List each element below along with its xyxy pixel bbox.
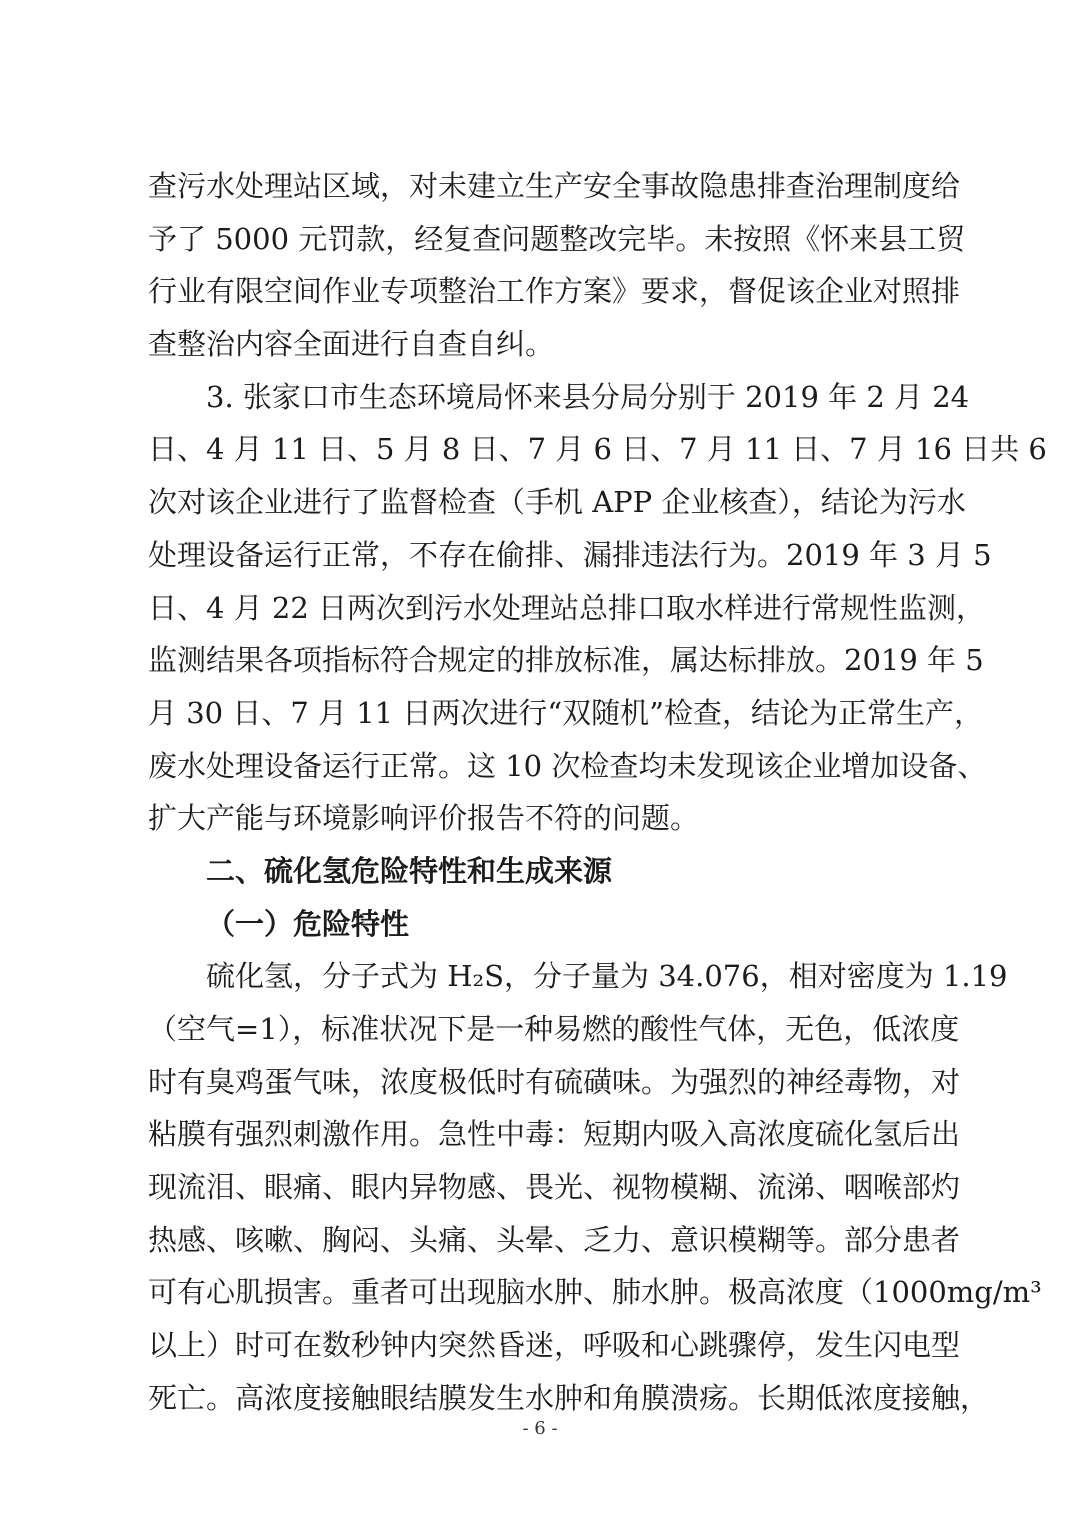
- text-line: 现流泪、眼痛、眼内异物感、畏光、视物模糊、流涕、咽喉部灼: [148, 1170, 961, 1205]
- text-line: 时有臭鸡蛋气味，浓度极低时有硫磺味。为强烈的神经毒物，对: [148, 1064, 961, 1099]
- text-line: 行业有限空间作业专项整治工作方案》要求，督促该企业对照排: [148, 274, 961, 309]
- text-line: 查污水处理站区域，对未建立生产安全事故隐患排查治理制度给: [148, 169, 961, 203]
- text-line: 日、4 月 22 日两次到污水处理站总排口取水样进行常规性监测，: [148, 590, 986, 625]
- text-line: 废水处理设备运行正常。这 10 次检查均未发现该企业增加设备、: [148, 748, 987, 783]
- text-line: 热感、咳嗽、胸闷、头痛、头晕、乏力、意识模糊等。部分患者: [148, 1222, 961, 1257]
- text-line: （空气=1），标准状况下是一种易燃的酸性气体，无色，低浓度: [148, 1012, 960, 1046]
- text-line: 次对该企业进行了监督检查（手机 APP 企业核查），结论为污水: [148, 485, 966, 520]
- text-line: 可有心肌损害。重者可出现脑水肿、肺水肿。极高浓度（1000mg/m³: [148, 1275, 1042, 1310]
- body-text: [148, 160, 1047, 1425]
- text-line: 月 30 日、7 月 11 日两次进行“双随机”检查，结论为正常生产，: [148, 695, 983, 730]
- text-line: 查整治内容全面进行自查自纠。: [148, 327, 555, 362]
- text-line: 3. 张家口市生态环境局怀来县分局分别于 2019 年 2 月 24: [206, 379, 970, 414]
- text-line: 粘膜有强烈刺激作用。急性中毒：短期内吸入高浓度硫化氢后出: [148, 1117, 961, 1152]
- text-line: 扩大产能与环境影响评价报告不符的问题。: [148, 801, 700, 836]
- subsection-heading: （一）危险特性: [206, 906, 410, 941]
- page-number: - 6 -: [522, 1418, 558, 1439]
- text-line: 予了 5000 元罚款，经复查问题整改完毕。未按照《怀来县工贸: [148, 221, 966, 256]
- text-line: 死亡。高浓度接触眼结膜发生水肿和角膜溃疡。长期低浓度接触，: [148, 1380, 990, 1415]
- text-line: 日、4 月 11 日、5 月 8 日、7 月 6 日、7 月 11 日、7 月 16 日共 6: [148, 432, 1047, 467]
- text-line: 硫化氢，分子式为 H₂S，分子量为 34.076，相对密度为 1.19: [206, 959, 1008, 994]
- text-line: 处理设备运行正常，不存在偷排、漏排违法行为。2019 年 3 月 5: [148, 537, 992, 572]
- text-line: 监测结果各项指标符合规定的排放标准，属达标排放。2019 年 5: [148, 643, 984, 678]
- text-line: 以上）时可在数秒钟内突然昏迷，呼吸和心跳骤停，发生闪电型: [148, 1328, 961, 1363]
- section-heading: 二、硫化氢危险特性和生成来源: [206, 853, 613, 888]
